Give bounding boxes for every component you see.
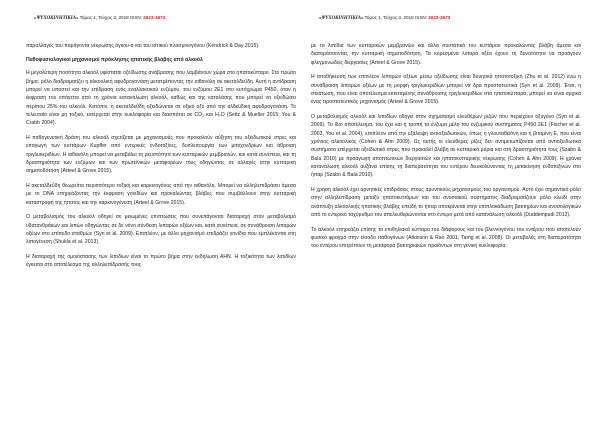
journal-title: «ΨΥΧΟΚΙΝΗΤΙΚΙΑ» — [319, 16, 364, 21]
paragraph: με τα λιπίδια των κυτταρικών μεμβρανών και άλλα συστατικά του κυττάρου προκαλώντας βλάβη άμεσα και διαταράσσοντας την κυτταρική σηματοδότηση. Τα κορεσμένα λιπαρά οξέα έχουν τη δυνατότητα να προάγουν φλεγμονώδεις διεργασίες (Arteel & Grove 2015). — [311, 43, 581, 66]
volume-info: Τόμος 1, Τεύχος 3, 2018 — [364, 15, 414, 20]
issn-number: 2623-3673 — [143, 15, 166, 20]
paragraph: Ο μεταβολισμός αλκοόλ και λιπιδίων οδηγεί στον σχηματισμό ελευθέρων ριζών που περιέχουν οξυγόνο (Syn et al. 2009). Το ίδιο αποτέλεσμα, του έχει και η τροπή τα ένζυμα μέλη του ενζυμικού συστήματος P450 2E1 (Fischer et al. 2003, You et al. 2004), επιπλέον από την εξάλειψη αντιοξειδωτικών, όπως η γλουταθειόνη και η βιταμίνη Ε, που είναι χρόνιος αλκοολικός (Cohen & Ahn 2009). Ως αυτής οι ελεύθερες ρίζες δεν αντιμετωπίζονται από αντιοξειδωτικά συστήματα επέρχεται οξειδωτικό στρες που προκαλεί βλάβη σε κυτταρικά μόρια και στη δραστηριότητα τους (Szabo & Bala 2010) με προαγωγή αποπτωτικών διεργασιών και ηπατοκυτταρικής νέκρωσης (Cohen & Ahn 2009). Η χρόνια κατανάλωση αλκοόλ αυξάνει επίσης τη διαπερατότητα του εντέρου διευκολύνοντας τη μετακίνηση ενδοτοξινών στο ήπαρ (Szabo & Bala 2010). — [311, 114, 581, 179]
left-page — [26, 0, 298, 424]
page-header — [34, 15, 298, 22]
paragraph: Η ακεταλδεΰδη θεωρείται περισσότερο τοξική και καρκινογόνος από την αιθανόλη. Μπορεί να αλληλεπιδράσει άμεσα με το DNA επηρεάζοντας την έκφραση γονιδίων και προκαλώντας βλάβες που συμβάλλουν στην κυτταρική καταστροφή της ήπατος και την καρκινογένεση (Arteel & Grove 2015). — [26, 182, 296, 206]
journal-title: «ΨΥΧΟΚΙΝΗΤΙΚΙΑ» — [34, 16, 79, 21]
paragraph: Η παθογενετική δράση του αλκοόλ σχετίζεται με μηχανισμούς που προκαλούν αύξηση του οξειδωτικού στρες και επαγωγή των κυττάρων Kupffer από εντερικές ενδοτοξίνες, δυσλειτουργία των μιτοχονδρίων και άθροιση τριγλυκεριδίων. Η αιθανόλη μπορεί να μεταβάλει τη ρευστότητα των κυτταρικών μεμβρανών, και κατά συνέπεια, και τη δραστηριότητα των ενζύμων και των πρωτεϊνικών μεταφορέων τους οδηγώντας σε αλλαγές στην κυτταρική σηματοδότηση (Arteel & Grove 2015). — [26, 134, 296, 175]
volume-info: Τόμος 1, Τεύχος 3, 2018 — [79, 15, 129, 20]
paragraph: Ο μεταβολισμός του αλκοόλ οδηγεί σε μειωμένες επιπτώσεις που συνεπάγονται διαταραχή στον μεταβολισμό υδατανθράκων και λιπών οδηγώντας σε δε νόνο σύνθεση λιπαρών οξέων και, κατά συνέπεια, σε συνάθροιση λιπαρών οξέων στο επίπεδο σταθμών (Syn et al. 2009). Επιπλέον, με άλλο μηχανισμό επιδράζει γονίδια που εμπλέκονται στη λιπογένεση (Shukla et al. 2013). — [26, 214, 296, 246]
issn-label: ISSN: — [414, 15, 427, 20]
paragraph: Η διαταραχή της ομοιόστασης των λιπιδίων είναι το πρώτο βήμα στην εκδήλωση ΑΗΝ. Η τοξικότητα των λιπιδίων έγκειται στο αποτέλεσμα της αλληλεπίδρασής τους — [26, 253, 296, 269]
paragraph: Η χρήση αλκοόλ έχει αρνητικές επιδράσεις στους αμυντικούς μηχανισμούς του οργανισμού. Αυτό έχει σημαντικό ρόλο στην αλληλεπίδραση μεταξύ ηπατοκυττάρων και του ανοσιακού συστήματος διαδραματίζουν ρόλο κλειδί στην ανάπτυξη αλκοολικής ηπατικής βλάβης επειδή το ήπαρ αποκρίνεται στην επιπλοκάδωση βακτηρίων και ανοσολογικών από το εντερικό ταχύρυθμο του απελευθερώνονται στο έντερο μετά από κατανάλωση αλκοόλ (Duddempudi 2012). — [311, 187, 581, 219]
issn-number: 2623-3673 — [428, 15, 451, 20]
left-page-body — [26, 42, 296, 276]
paragraph: παραλλαγές του παράγοντα νέκρωσης όγκου-α και του ιστικού πλασμινογόνου (Kendrick & Day 2015). — [26, 43, 260, 49]
page-header — [319, 15, 583, 22]
paragraph: Η μεγαλύτερη ποσότητα αλκοόλ υφίσταται οξείδωσης ανάβρασης που λαμβάνουν χώρα στο ηπατοκύτταρο. Στο πρώτο βήμα, ρόλο διαδραματίζει η αλκοολική αφυδρογονάση μετατρέποντας την αιθανόλη σε ακεταλδεΰδη. Αυτή η αντίδραση μπορεί να υποστεί και την επίδραση ενός εναλλακτικού ενζύμου, του ενζύμου 2Ε1 στο κυτόχρωμα P450, όταν η έκφραση του επάγεται από τη χρόνια κατανάλωση αλκοόλ, καθώς και της καταλάσης που μπορεί να οξειδώσει περίπου 25% του αλκοόλ. Κατόπιν, η ακεταλδεΰδη οξειδώνεται σε οξικό οξύ από την αλδεϋδική αφυδρογονάση. Το τελευταίο είναι μη τοξικό, εισέρχεται στην κυκλοφορία και διασπάται σε CO₂ και H₂O (Seitz & Mueller 2015; You & Crabb 2004). — [26, 70, 296, 127]
right-page-body — [311, 42, 581, 257]
paragraph: Το αλκοόλ επηρεάζει επίσης τα επιθηλιακά κύτταρα του διάφορους και του βλεννογόνου του εντέρου που αποτελούν φυσικό φραγμό στην είσοδο παθογόνων (Atkinson & Rao 2001, Tamg et al. 2008). Οι μεταβολές στη διαπερατότητα του εντέρου επιτρέπουν τη μεταφορά βακτηριακών προϊόντων στη γενική κυκλοφορία — [311, 226, 581, 250]
paragraph: Η αποθήκευση των επιπλέον λιπαρών οξέων μέσω οξείδωσης είναι δυνητικά ηπατοτοξική (Zhu et al. 2012) ενώ η συνάθροιση λιπαρών οξέων με τη μορφή τριγλυκεριδίων μπορεί να δρα προστατευτικά (Syn et al. 2009). Έτσι, η στεάτωση, που είναι αποτέλεσμα εκτεταμένης συνάθροισης τριγλυκεριδίων στα ηπατοκύτταρα, μπορεί να είναι αρχικά ένας προστατευτικός μηχανισμός (Arteel & Grove 2015). — [311, 74, 581, 106]
section-heading: Παθοφυσιολογικοί μηχανισμοί πρόκλησης ηπατικής βλάβης από αλκοόλ — [26, 56, 203, 63]
issn-label: ISSN: — [129, 15, 142, 20]
right-page — [311, 0, 583, 424]
